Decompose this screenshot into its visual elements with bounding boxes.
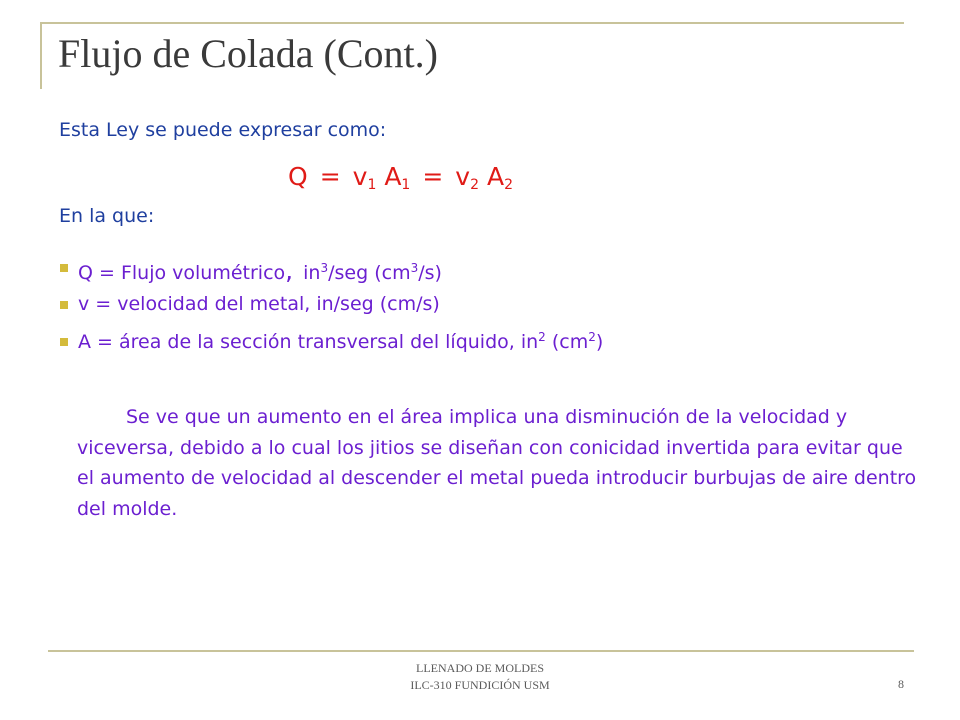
definitions-list [60,256,603,367]
area-unit-cm: (cm [545,331,589,353]
list-item-area [60,330,603,367]
flow-definition: Q = Flujo volumétrico [78,262,286,284]
footer-divider [48,650,914,652]
flow-unit-cm-exponent: 3 [410,261,419,275]
continuity-formula [288,162,513,193]
slide-title: Flujo de Colada (Cont.) [58,31,438,76]
page-number: 8 [898,677,904,691]
list-item-velocity [60,293,603,330]
flow-unit-in-exponent: 3 [320,261,329,275]
explanation-paragraph: Se ve que un aumento en el área implica una disminución de la velocidad y viceversa, debido a lo cual los jitios se diseñan con conicidad invertida para evitar que el aumento de velocidad al descender el metal pueda introducir burbujas de aire dentro del molde. [77,406,917,520]
definitions-heading: En la que: [59,205,155,227]
footer-line-2: ILC-310 FUNDICIÓN USM [410,678,550,692]
area-unit-in-exponent: 2 [538,330,546,344]
formula-a1: A [384,162,402,191]
formula-a2: A [486,162,505,191]
velocity-definition: v = velocidad del metal, in/seg (cm/s) [78,293,440,315]
formula-v1-subscript: 1 [367,177,377,193]
formula-a1-subscript: 1 [401,177,411,193]
flow-unit-s: /s) [418,262,442,284]
square-bullet-icon [60,301,68,309]
formula-equals-1: = [319,162,341,191]
footer-line-1: LLENADO DE MOLDES [416,661,544,675]
frame-top-line [40,22,904,24]
formula-q: Q [288,162,308,191]
square-bullet-icon [60,264,68,272]
flow-unit-in: in [303,262,321,284]
flow-unit-seg-cm: /seg (cm [328,262,411,284]
formula-v1: v [352,162,368,191]
formula-a2-subscript: 2 [504,177,513,193]
intro-text: Esta Ley se puede expresar como: [59,119,387,141]
formula-equals-2: = [422,162,444,191]
frame-left-line [40,22,42,89]
area-definition: A = área de la sección transversal del líquido, in [78,331,539,353]
formula-v2-subscript: 2 [470,177,480,193]
square-bullet-icon [60,338,68,346]
flow-comma: , [285,256,294,285]
list-item-flow [60,256,603,293]
area-unit-cm-exponent: 2 [588,330,596,344]
area-unit-close: ) [595,331,604,353]
footer [0,660,960,694]
formula-v2: v [455,162,471,191]
